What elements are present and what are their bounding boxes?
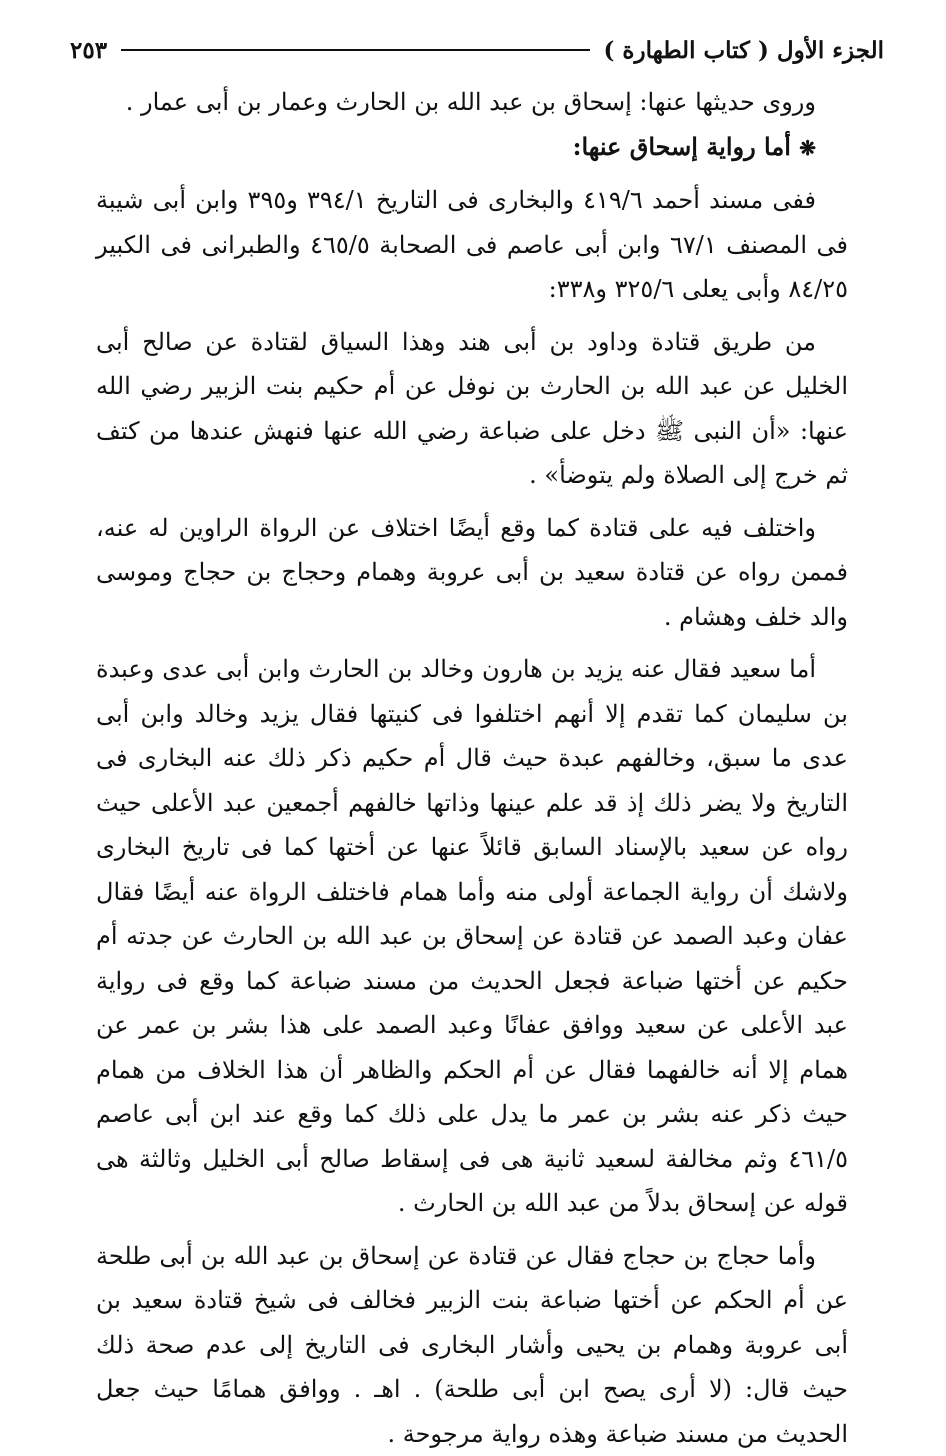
paragraph-said-analysis: أما سعيد فقال عنه يزيد بن هارون وخالد بن الحارث وابن أبى عدى وعبدة بن سليمان كما تقدم إلا أنهم اختلفوا فى كنيتها فقال يزيد وخالد وابن أبى عدى ما سبق، وخالفهم عبدة حيث قال أم حكيم ذكر ذلك عنه البخارى فى التاريخ ولا يضر ذلك إذ قد علم عينها وذاتها خالفهم أجمعين عبد الأعلى حيث رواه عن سعيد بالإسناد السابق قائلاً عنها عن أختها كما فى تاريخ البخارى ولاشك أن رواية الجماعة أولى منه وأما همام فاختلف الرواة عنه أيضًا فقال عفان وعبد الصمد عن قتادة عن إسحاق بن عبد الله بن الحارث عن جدته أم حكيم عن أختها ضباعة فجعل الحديث من مسند ضباعة كما وقع فى رواية عبد الأعلى عن سعيد ووافق عفانًا وعبد الصمد على هذا بشر بن عمر عن همام إلا أنه خالفهما فقال عن أم الحكم والظاهر أن هذا الخلاف من همام حيث ذكر عنه بشر بن عمر ما يدل على ذلك كما وقع عند ابن أبى عاصم ٤٦١/٥ وثم مخالفة لسعيد ثانية هى فى إسقاط صالح أبى الخليل وثالثة هى قوله عن إسحاق بدلاً من عبد الله بن الحارث . bbox=[96, 647, 848, 1226]
paragraph-disagreement: واختلف فيه على قتادة كما وقع أيضًا اختلاف عن الرواة الراوين له عنه، فممن رواه عن قتادة سعيد بن أبى عروبة وهمام وحجاج بن حجاج وموسى والد خلف وهشام . bbox=[96, 506, 848, 640]
section-heading bbox=[96, 125, 848, 171]
paragraph-narrators: وروى حديثها عنها: إسحاق بن عبد الله بن الحارث وعمار بن أبى عمار . bbox=[96, 80, 848, 125]
section-heading-text: أما رواية إسحاق عنها: bbox=[573, 132, 791, 161]
body-text bbox=[96, 80, 848, 1456]
page-number: ٢٥٣ bbox=[70, 37, 107, 64]
paragraph-hadith-text: من طريق قتادة وداود بن أبى هند وهذا السياق لقتادة عن صالح أبى الخليل عن عبد الله بن الحارث بن نوفل عن أم حكيم بنت الزبير رضي الله عنها: «أن النبى ﷺ دخل على ضباعة رضي الله عنها فنهش عندها من كتف ثم خرج إلى الصلاة ولم يتوضأ» . bbox=[96, 320, 848, 498]
star-marker-icon: ❋ bbox=[799, 136, 816, 160]
running-title: الجزء الأول ( كتاب الطهارة ) bbox=[604, 37, 884, 64]
paragraph-sources: ففى مسند أحمد ٤١٩/٦ والبخارى فى التاريخ ٣٩٤/١ و٣٩٥ وابن أبى شيبة فى المصنف ٦٧/١ وابن أبى عاصم فى الصحابة ٤٦٥/٥ والطبرانى فى الكبير ٨٤/٢٥ وأبى يعلى ٣٢٥/٦ و٣٣٨: bbox=[96, 178, 848, 312]
header-rule bbox=[121, 49, 589, 51]
page-header bbox=[70, 30, 884, 70]
paragraph-hajjaj-analysis: وأما حجاج بن حجاج فقال عن قتادة عن إسحاق بن عبد الله بن أبى طلحة عن أم الحكم عن أختها ضباعة بنت الزبير فخالف فى شيخ قتادة سعيد بن أبى عروبة وهمام بن يحيى وأشار البخارى فى التاريخ إلى عدم صحة ذلك حيث قال: (لا أرى يصح ابن أبى طلحة) . اهـ . ووافق همامًا حيث جعل الحديث من مسند ضباعة وهذه رواية مرجوحة . bbox=[96, 1234, 848, 1456]
